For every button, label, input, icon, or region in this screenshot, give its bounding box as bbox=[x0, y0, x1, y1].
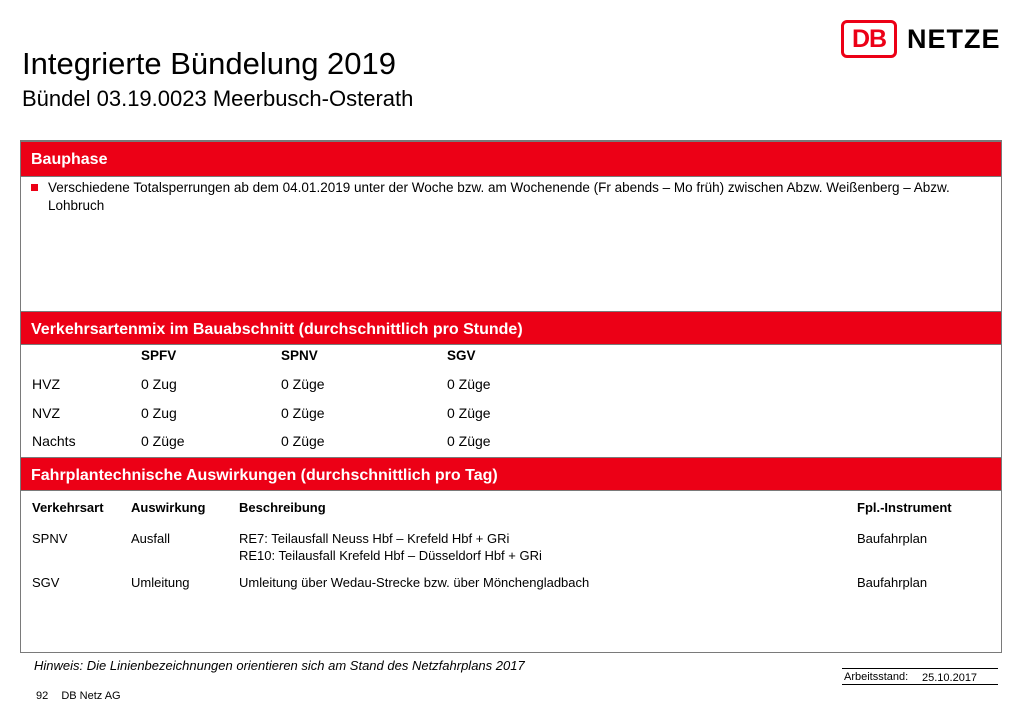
row-label-hvz: HVZ bbox=[32, 376, 60, 392]
cell-value: 0 Zug bbox=[141, 376, 177, 392]
row-label-nachts: Nachts bbox=[32, 433, 76, 449]
hinweis-note: Hinweis: Die Linienbezeichnungen orientieren sich am Stand des Netzfahrplans 2017 bbox=[34, 658, 525, 673]
cell-value: 0 Züge bbox=[447, 433, 491, 449]
arbeitsstand-label: Arbeitsstand: bbox=[844, 671, 909, 683]
row-label-nvz: NVZ bbox=[32, 405, 60, 421]
netze-logo-text: NETZE bbox=[907, 23, 1001, 54]
column-header-beschreibung: Beschreibung bbox=[239, 500, 326, 515]
column-header-spnv: SPNV bbox=[281, 348, 318, 363]
bauphase-bullet bbox=[31, 179, 981, 215]
page-number: 92 bbox=[36, 690, 49, 702]
arbeitsstand-value: 25.10.2017 bbox=[922, 672, 978, 684]
cell-verkehrsart: SGV bbox=[32, 575, 60, 590]
column-header-verkehrsart: Verkehrsart bbox=[32, 500, 104, 515]
bauphase-heading: Bauphase bbox=[21, 141, 1001, 177]
db-netze-logo bbox=[841, 20, 1001, 58]
cell-value: 0 Züge bbox=[447, 376, 491, 392]
db-logo-mark: DB bbox=[841, 20, 897, 58]
cell-auswirkung: Ausfall bbox=[131, 531, 171, 546]
column-header-sgv: SGV bbox=[447, 348, 476, 363]
auswirkungen-heading: Fahrplantechnische Auswirkungen (durchschnittlich pro Tag) bbox=[21, 457, 1001, 491]
cell-value: 0 Züge bbox=[281, 405, 325, 421]
bauphase-bullet-text: Verschiedene Totalsperrungen ab dem 04.01.2019 unter der Woche bzw. am Wochenende (Fr abends – Mo früh) zwischen Abzw. Weißenberg – Abzw. Lohbruch bbox=[48, 180, 950, 213]
footer bbox=[36, 690, 121, 702]
page-title: Integrierte Bündelung 2019 bbox=[22, 46, 397, 81]
cell-value: 0 Züge bbox=[141, 433, 185, 449]
cell-instrument: Baufahrplan bbox=[857, 531, 928, 546]
cell-beschreibung-line: RE7: Teilausfall Neuss Hbf – Krefeld Hbf + GRi bbox=[239, 531, 510, 546]
cell-value: 0 Züge bbox=[447, 405, 491, 421]
cell-value: 0 Züge bbox=[281, 376, 325, 392]
column-header-instrument: Fpl.-Instrument bbox=[857, 500, 952, 515]
content-frame bbox=[20, 140, 1002, 653]
page-subtitle: Bündel 03.19.0023 Meerbusch-Osterath bbox=[22, 86, 414, 111]
column-header-auswirkung: Auswirkung bbox=[131, 500, 206, 515]
verkehrsmix-heading: Verkehrsartenmix im Bauabschnitt (durchschnittlich pro Stunde) bbox=[21, 311, 1001, 345]
arbeitsstand-box bbox=[842, 668, 998, 685]
bullet-square-icon bbox=[31, 184, 38, 191]
cell-value: 0 Züge bbox=[281, 433, 325, 449]
cell-verkehrsart: SPNV bbox=[32, 531, 68, 546]
cell-auswirkung: Umleitung bbox=[131, 575, 190, 590]
cell-beschreibung-line: RE10: Teilausfall Krefeld Hbf – Düsseldorf Hbf + GRi bbox=[239, 548, 542, 563]
cell-instrument: Baufahrplan bbox=[857, 575, 928, 590]
column-header-spfv: SPFV bbox=[141, 348, 177, 363]
footer-org: DB Netz AG bbox=[61, 690, 121, 702]
cell-beschreibung-line: Umleitung über Wedau-Strecke bzw. über Mönchengladbach bbox=[239, 575, 590, 590]
cell-value: 0 Zug bbox=[141, 405, 177, 421]
